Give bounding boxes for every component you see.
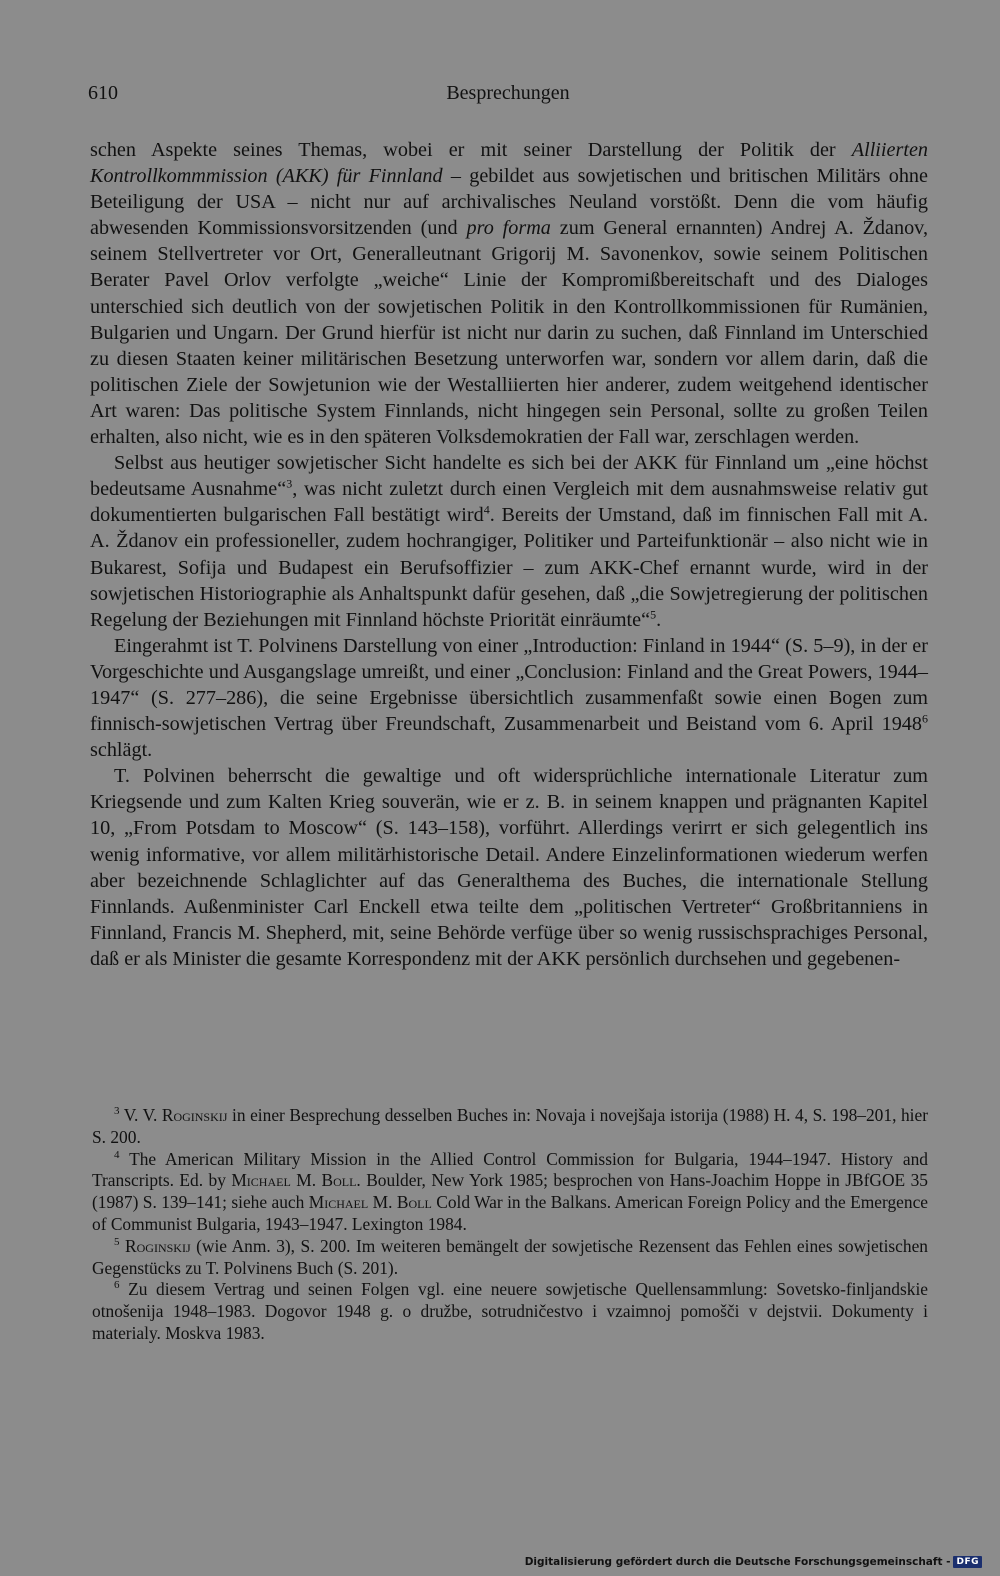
footnote-6: $^6$ Zu diesem Vertrag und seinen Folgen vgl. eine neuere sowjetische Quellensammlung: Sovetsko-finljandskie otnošenija 1948–1983. Dogovor 1948 g. o družbe, sotrudničestvo i vzaimnoj pomošči v dejstvii. Dokumenty i materialy. Moskva 1983. <box>92 1279 928 1343</box>
main-text <box>90 137 928 972</box>
paragraph-2: Selbst aus heutiger sowjetischer Sicht handelte es sich bei der AKK für Finnland um „eine höchst bedeutsame Ausnahme“$^3$, was nicht zuletzt durch einen Vergleich mit dem ausnahmsweise relativ gut dokumentierten bulgarischen Fall bestätigt wird$^4$. Bereits der Umstand, daß im finnischen Fall mit A. A. Ždanov ein professioneller, zudem hochrangiger, Politiker und Parteifunktionär – also nicht wie in Bukarest, Sofija und Budapest ein Berufsoffizier – zum AKK-Chef ernannt wurde, wird in der sowjetischen Historiographie als Anhaltspunkt dafür gesehen, daß „die Sowjetregierung der politischen Regelung der Beziehungen mit Finnland höchste Priorität einräumte“$^5$. <box>90 452 928 631</box>
running-head: Besprechungen <box>446 82 570 104</box>
footnotes <box>92 1105 928 1345</box>
page-header <box>88 82 928 110</box>
footnote-ref: 6 <box>922 711 928 726</box>
page-number: 610 <box>88 82 118 104</box>
footnote-ref: 5 <box>650 606 657 621</box>
funding-note: Digitalisierung gefördert durch die Deutsche Forschungsgemeinschaft - <box>524 1556 951 1568</box>
footnote-4: $^4$ The American Military Mission in the Allied Control Commission for Bulgaria, 1944–1947. History and Transcripts. Ed. by Michael M. Boll. Boulder, New York 1985; besprochen von Hans-Joachim Hoppe in JBfGOE 35 (1987) S. 139–141; siehe auch Michael M. Boll Cold War in the Balkans. American Foreign Policy and the Emergence of Communist Bulgaria, 1943–1947. Lexington 1984. <box>92 1148 929 1234</box>
funding-footer <box>525 1554 982 1570</box>
footnote-ref: 4 <box>483 502 490 517</box>
footnote-ref: 3 <box>286 476 293 491</box>
footnote-3: $^3$ V. V. Roginskij in einer Besprechung desselben Buches in: Novaja i novejšaja istorija (1988) H. 4, S. 198–201, hier S. 200. <box>92 1105 928 1147</box>
paragraph-4: T. Polvinen beherrscht die gewaltige und oft widersprüchliche internationale Literatur zum Kriegsende und zum Kalten Krieg souverän, wie er z. B. in seinem knappen und prägnanten Kapitel 10, „From Potsdam to Moscow“ (S. 143–158), vorführt. Allerdings verirrt er sich gelegentlich ins wenig informative, vor allem militärhistorische Detail. Andere Einzelinformationen wiederum werfen aber bezeichnende Schlaglichter auf das Generalthema des Buches, die internationale Stellung Finnlands. Außenminister Carl Enckell etwa teilte dem „politischen Vertreter“ Großbritanniens in Finnland, Francis M. Shepherd, mit, seine Behörde verfüge über so wenig russischsprachiges Personal, daß er als Minister die gesamte Korrespondenz mit der AKK persönlich durchsehen und gegebenen- <box>90 765 928 970</box>
italic-term: pro forma <box>466 217 551 240</box>
footnote-5: $^5$ Roginskij (wie Anm. 3), S. 200. Im weiteren bemängelt der sowjetische Rezensent das Fehlen eines sowjetischen Gegenstücks zu T. Polvinens Buch (S. 201). <box>92 1235 928 1278</box>
paragraph-3: Eingerahmt ist T. Polvinens Darstellung von einer „Introduction: Finland in 1944“ (S. 5–9), in der er Vorgeschichte und Ausgangslage umreißt, und einer „Conclusion: Finland and the Great Powers, 1944–1947“ (S. 277–286), die seine Ergebnisse übersichtlich zusammenfaßt sowie einen Bogen zum finnisch-sowjetischen Vertrag über Freundschaft, Zusammenarbeit und Beistand vom 6. April 1948$^6$ schlägt. <box>90 634 928 762</box>
italic-term: Alliierten Kontrollkommmission (AKK) für Finnland <box>90 139 928 188</box>
dfg-logo: DFG <box>953 1556 982 1568</box>
paragraph-1: schen Aspekte seines Themas, wobei er mit seiner Darstellung der Politik der Alliierten Kontrollkommmission (AKK) für Finnland – gebildet aus sowjetischen und britischen Militärs ohne Beteiligung der USA – nicht nur auf archivalisches Neuland vorstößt. Denn die vom häufig abwesenden Kommissionsvorsitzenden (und pro forma zum General ernannten) Andrej A. Ždanov, seinem Stellvertreter vor Ort, Generalleutnant Grigorij M. Savonenkov, sowie seinem Politischen Berater Pavel Orlov verfolgte „weiche“ Linie der Kompromißbereitschaft und des Dialoges unterschied sich deutlich von der sowjetischen Politik in den Kontrollkommissionen für Rumänien, Bulgarien und Ungarn. Der Grund hierfür ist nicht nur darin zu suchen, daß Finnland im Unterschied zu diesen Staaten keiner militärischen Besetzung unterworfen war, sondern vor allem darin, daß die politischen Ziele der Sowjetunion wie der Westalliierten hier anderer, zudem weitgehend identischer Art waren: Das politische System Finnlands, nicht hingegen sein Personal, sollte zu großen Teilen erhalten, also nicht, wie es in den späteren Volksdemokratien der Fall war, zerschlagen werden. <box>90 139 928 449</box>
